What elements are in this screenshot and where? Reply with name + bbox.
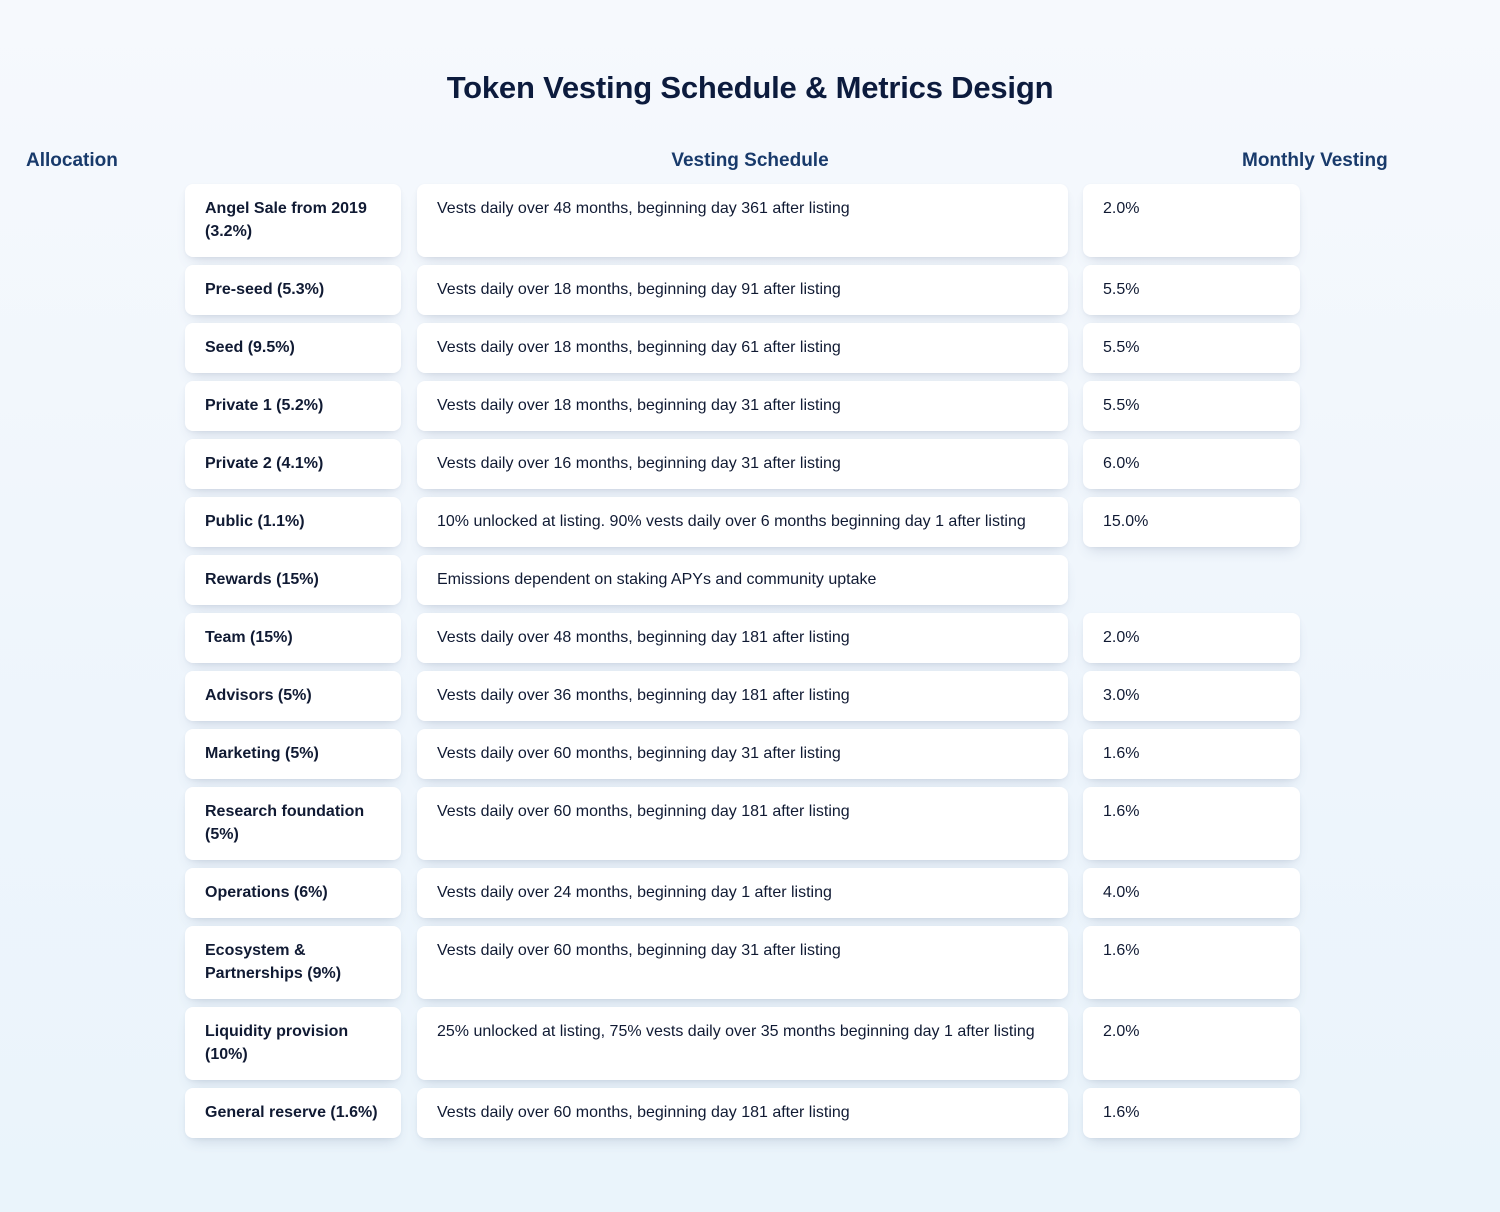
allocation-cell: Advisors (5%) [185, 671, 401, 721]
allocation-cell: Team (15%) [185, 613, 401, 663]
monthly-vesting-cell: 2.0% [1083, 184, 1300, 257]
vesting-schedule-cell: Vests daily over 18 months, beginning day 31 after listing [417, 381, 1068, 431]
column-header-allocation: Allocation [26, 150, 118, 171]
allocation-cell: Operations (6%) [185, 868, 401, 918]
vesting-schedule-cell: 10% unlocked at listing. 90% vests daily over 6 months beginning day 1 after listing [417, 497, 1068, 547]
vesting-schedule-cell: Vests daily over 24 months, beginning day 1 after listing [417, 868, 1068, 918]
monthly-vesting-cell: 4.0% [1083, 868, 1300, 918]
vesting-schedule-cell: 25% unlocked at listing, 75% vests daily over 35 months beginning day 1 after listing [417, 1007, 1068, 1080]
monthly-vesting-cell: 5.5% [1083, 323, 1300, 373]
allocation-cell: Marketing (5%) [185, 729, 401, 779]
allocation-cell: Private 2 (4.1%) [185, 439, 401, 489]
allocation-cell: Research foundation (5%) [185, 787, 401, 860]
vesting-schedule-cell: Emissions dependent on staking APYs and community uptake [417, 555, 1068, 605]
monthly-vesting-cell: 3.0% [1083, 671, 1300, 721]
allocation-cell: Private 1 (5.2%) [185, 381, 401, 431]
allocation-cell: General reserve (1.6%) [185, 1088, 401, 1138]
vesting-schedule-cell: Vests daily over 60 months, beginning day 31 after listing [417, 729, 1068, 779]
page-title: Token Vesting Schedule & Metrics Design [446, 70, 1054, 105]
vesting-schedule-cell: Vests daily over 16 months, beginning day 31 after listing [417, 439, 1068, 489]
column-header-vesting-schedule: Vesting Schedule [671, 150, 829, 171]
monthly-vesting-cell: 1.6% [1083, 787, 1300, 860]
monthly-vesting-cell: 1.6% [1083, 1088, 1300, 1138]
allocation-cell: Public (1.1%) [185, 497, 401, 547]
allocation-cell: Angel Sale from 2019 (3.2%) [185, 184, 401, 257]
vesting-schedule-cell: Vests daily over 18 months, beginning day 91 after listing [417, 265, 1068, 315]
vesting-schedule-cell: Vests daily over 18 months, beginning day 61 after listing [417, 323, 1068, 373]
monthly-vesting-cell: 1.6% [1083, 926, 1300, 999]
monthly-vesting-cell: 15.0% [1083, 497, 1300, 547]
allocation-cell: Liquidity provision (10%) [185, 1007, 401, 1080]
column-header-monthly-vesting: Monthly Vesting [1242, 150, 1388, 171]
monthly-vesting-cell: 5.5% [1083, 381, 1300, 431]
vesting-schedule-cell: Vests daily over 48 months, beginning day 181 after listing [417, 613, 1068, 663]
monthly-vesting-cell: 2.0% [1083, 613, 1300, 663]
monthly-vesting-cell: 5.5% [1083, 265, 1300, 315]
allocation-cell: Rewards (15%) [185, 555, 401, 605]
allocation-cell: Pre-seed (5.3%) [185, 265, 401, 315]
vesting-schedule-cell: Vests daily over 60 months, beginning day 181 after listing [417, 787, 1068, 860]
vesting-schedule-cell: Vests daily over 60 months, beginning day 181 after listing [417, 1088, 1068, 1138]
monthly-vesting-cell: 1.6% [1083, 729, 1300, 779]
monthly-vesting-cell: 2.0% [1083, 1007, 1300, 1080]
monthly-vesting-cell: 6.0% [1083, 439, 1300, 489]
vesting-schedule-cell: Vests daily over 36 months, beginning day 181 after listing [417, 671, 1068, 721]
vesting-schedule-cell: Vests daily over 60 months, beginning day 31 after listing [417, 926, 1068, 999]
allocation-cell: Seed (9.5%) [185, 323, 401, 373]
allocation-cell: Ecosystem & Partnerships (9%) [185, 926, 401, 999]
vesting-schedule-cell: Vests daily over 48 months, beginning day 361 after listing [417, 184, 1068, 257]
